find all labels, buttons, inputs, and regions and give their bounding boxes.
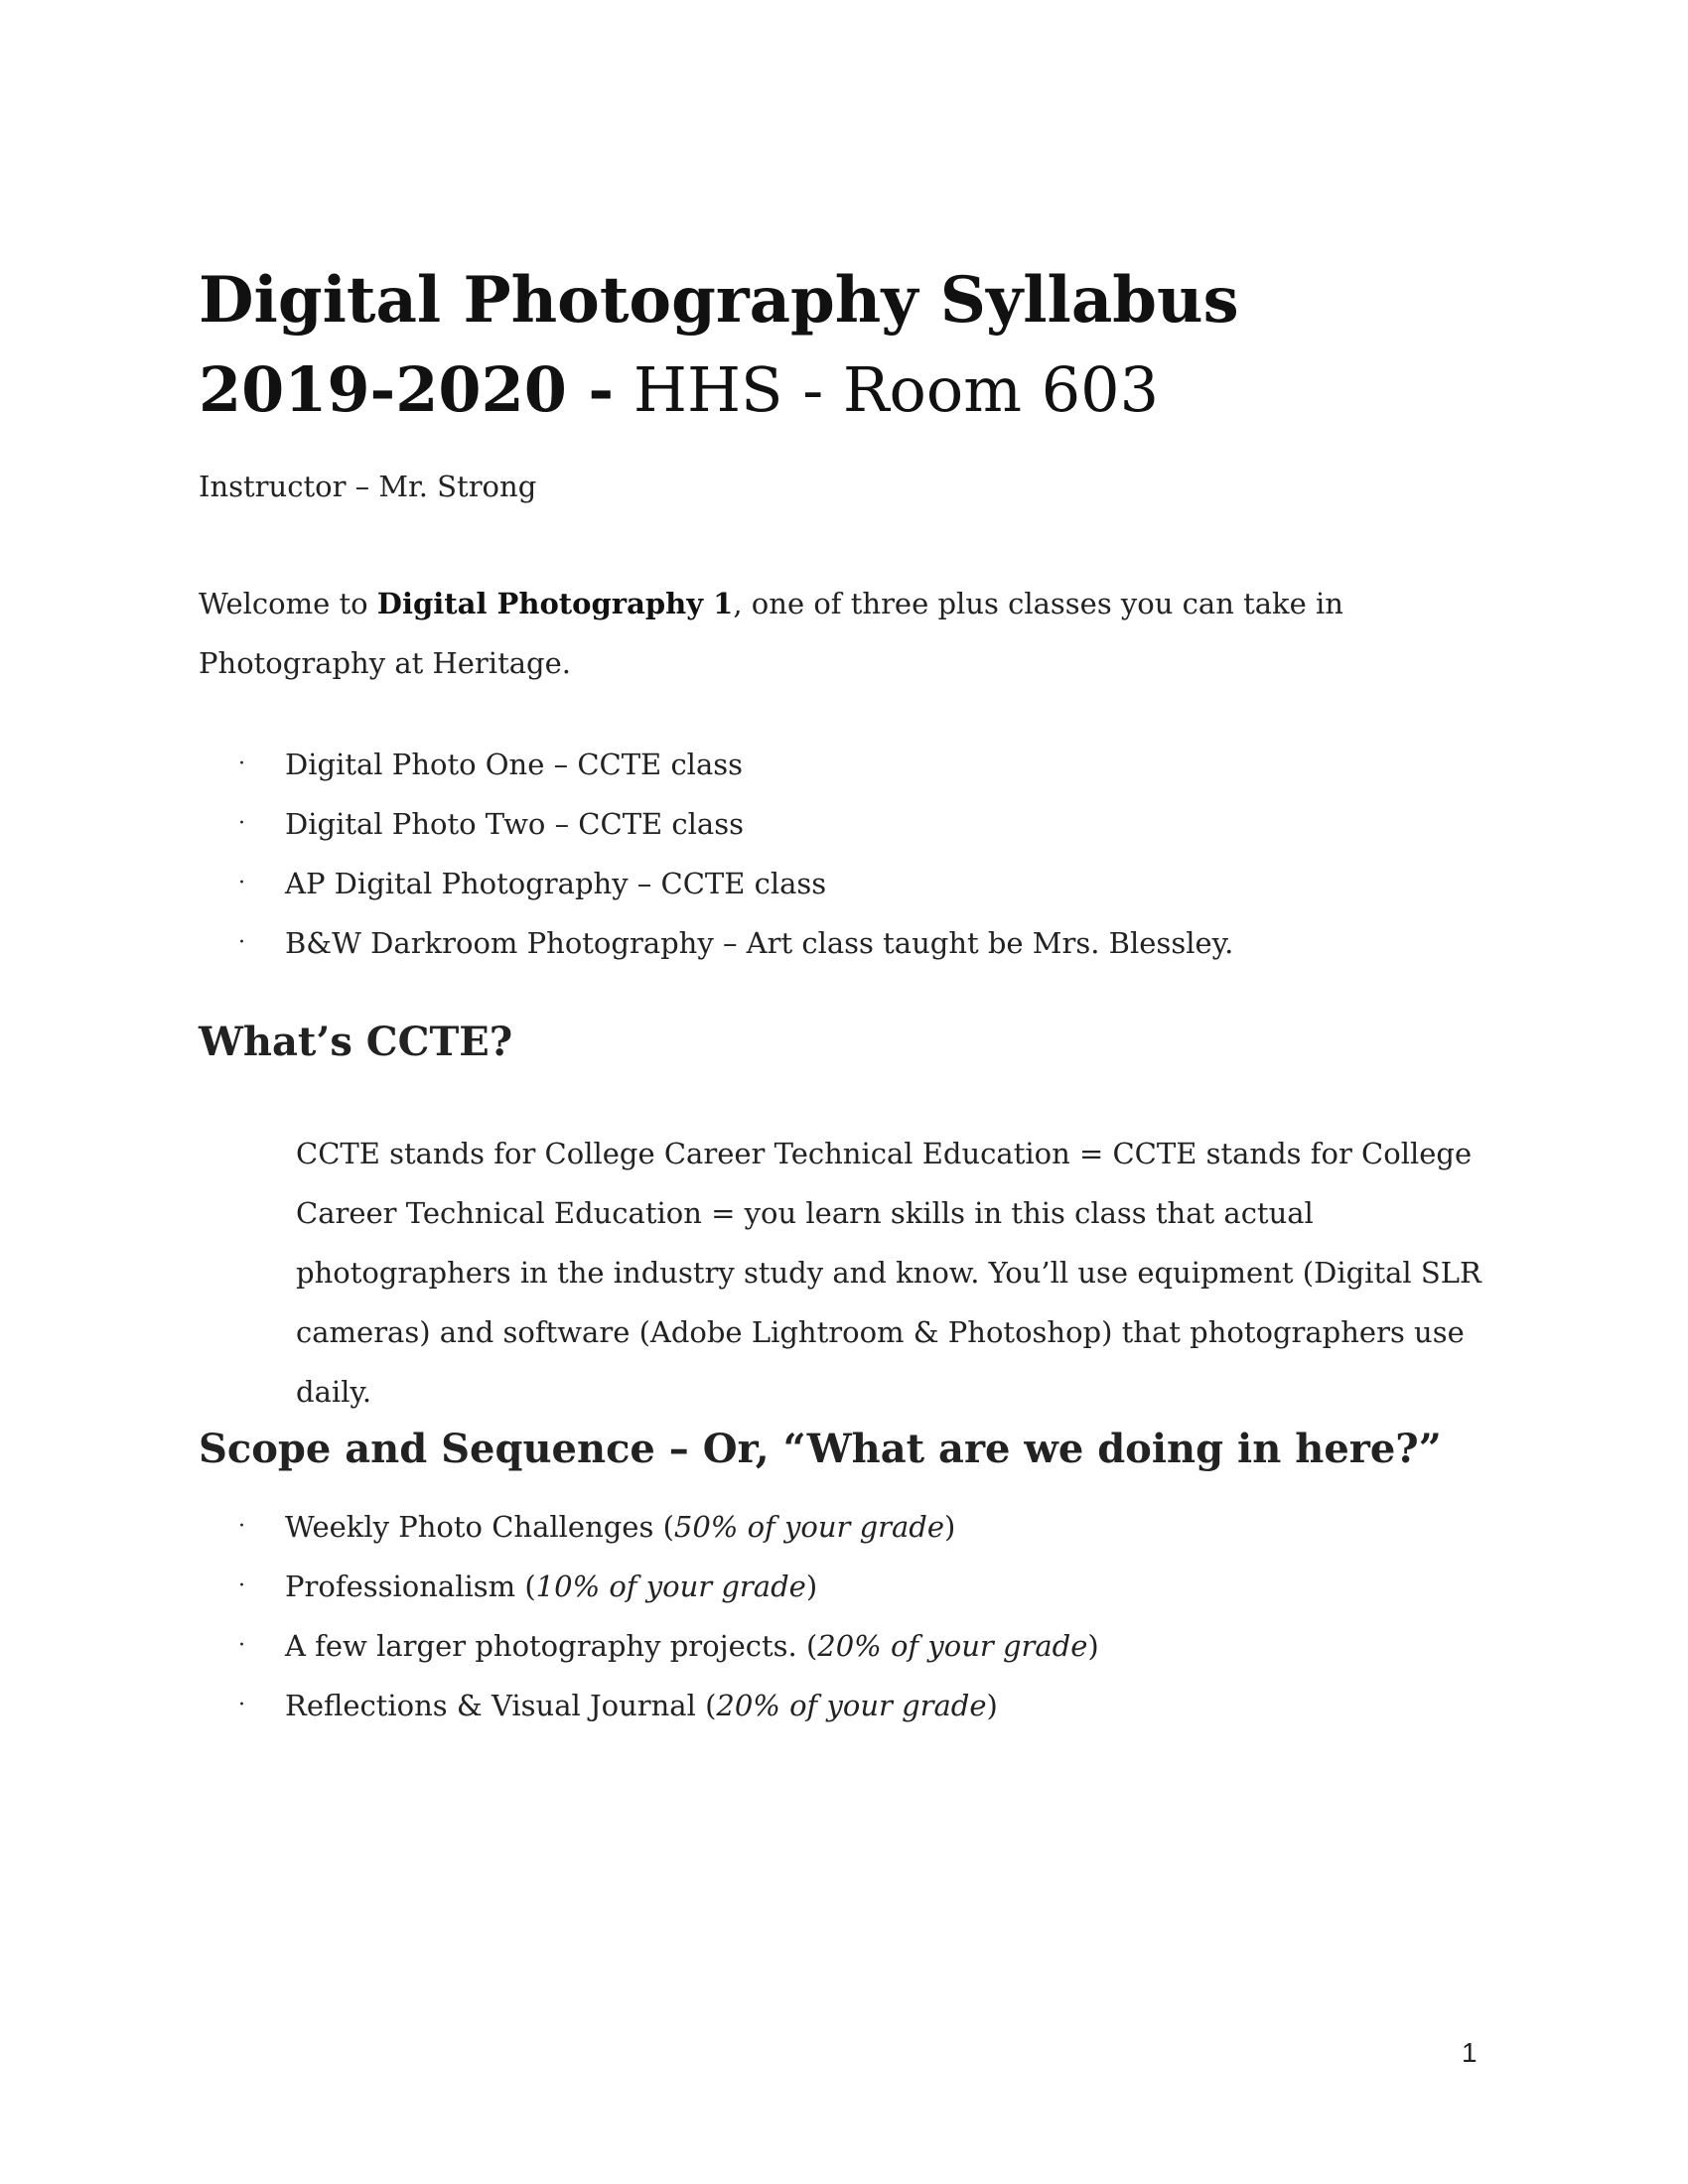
scope-heading: Scope and Sequence – Or, “What are we doing in here?” [199, 1426, 1442, 1472]
document-title: Digital Photography Syllabus [199, 263, 1239, 338]
ccte-description: CCTE stands for College Career Technical Education = CCTE stands for College Career Technical Education = you learn skills in this class that actual photographers in the industry study and know. You’ll use equipment (Digital SLR cameras) and software (Adobe Lightroom & Photoshop) that photographers use daily. [296, 1137, 1481, 1409]
bullet-icon: · [238, 871, 245, 895]
bullet-icon: · [238, 930, 245, 955]
bullet-icon: · [238, 751, 245, 776]
list-item [199, 735, 1233, 794]
grade-item-label: A few larger photography projects. ( [285, 1629, 818, 1663]
list-item [199, 1557, 1099, 1616]
list-item [199, 1676, 1099, 1735]
grade-weight: 50% of your grade [673, 1510, 945, 1544]
bullet-icon: · [238, 1514, 245, 1539]
class-name: Digital Photo Two – CCTE class [285, 807, 744, 841]
list-item [199, 1497, 1099, 1557]
welcome-rest: , one of three plus classes you can take in Photography at Heritage. [199, 587, 1343, 680]
bullet-icon: · [238, 1633, 245, 1658]
grade-item-label: Professionalism ( [285, 1570, 536, 1603]
document-subtitle [199, 345, 1159, 435]
list-item [199, 854, 1233, 913]
class-list [199, 735, 1233, 973]
class-name: AP Digital Photography – CCTE class [285, 867, 827, 900]
grade-item-close: ) [986, 1689, 998, 1722]
welcome-paragraph [199, 574, 1470, 693]
grade-item-close: ) [805, 1570, 818, 1603]
school-year: 2019-2020 - [199, 353, 615, 426]
grade-item-close: ) [1087, 1629, 1099, 1663]
instructor-line: Instructor – Mr. Strong [199, 470, 537, 503]
bullet-icon: · [238, 811, 245, 836]
course-name: Digital Photography 1 [376, 587, 734, 620]
grade-breakdown-list [199, 1497, 1099, 1735]
ccte-heading: What’s CCTE? [199, 1019, 513, 1065]
bullet-icon: · [238, 1693, 245, 1717]
page-number: 1 [1462, 2037, 1477, 2068]
bullet-icon: · [238, 1573, 245, 1598]
list-item [199, 1616, 1099, 1676]
grade-weight: 10% of your grade [535, 1570, 806, 1603]
class-name: Digital Photo One – CCTE class [285, 748, 744, 781]
class-name: B&W Darkroom Photography – Art class taught be Mrs. Blessley. [285, 926, 1234, 960]
school-room: HHS - Room 603 [614, 353, 1160, 426]
grade-item-close: ) [944, 1510, 956, 1544]
list-item [199, 794, 1233, 854]
list-item [199, 913, 1233, 973]
grade-item-label: Weekly Photo Challenges ( [285, 1510, 674, 1544]
welcome-intro: Welcome to [199, 587, 377, 620]
grade-item-label: Reflections & Visual Journal ( [285, 1689, 717, 1722]
grade-weight: 20% of your grade [716, 1689, 987, 1722]
grade-weight: 20% of your grade [817, 1629, 1088, 1663]
